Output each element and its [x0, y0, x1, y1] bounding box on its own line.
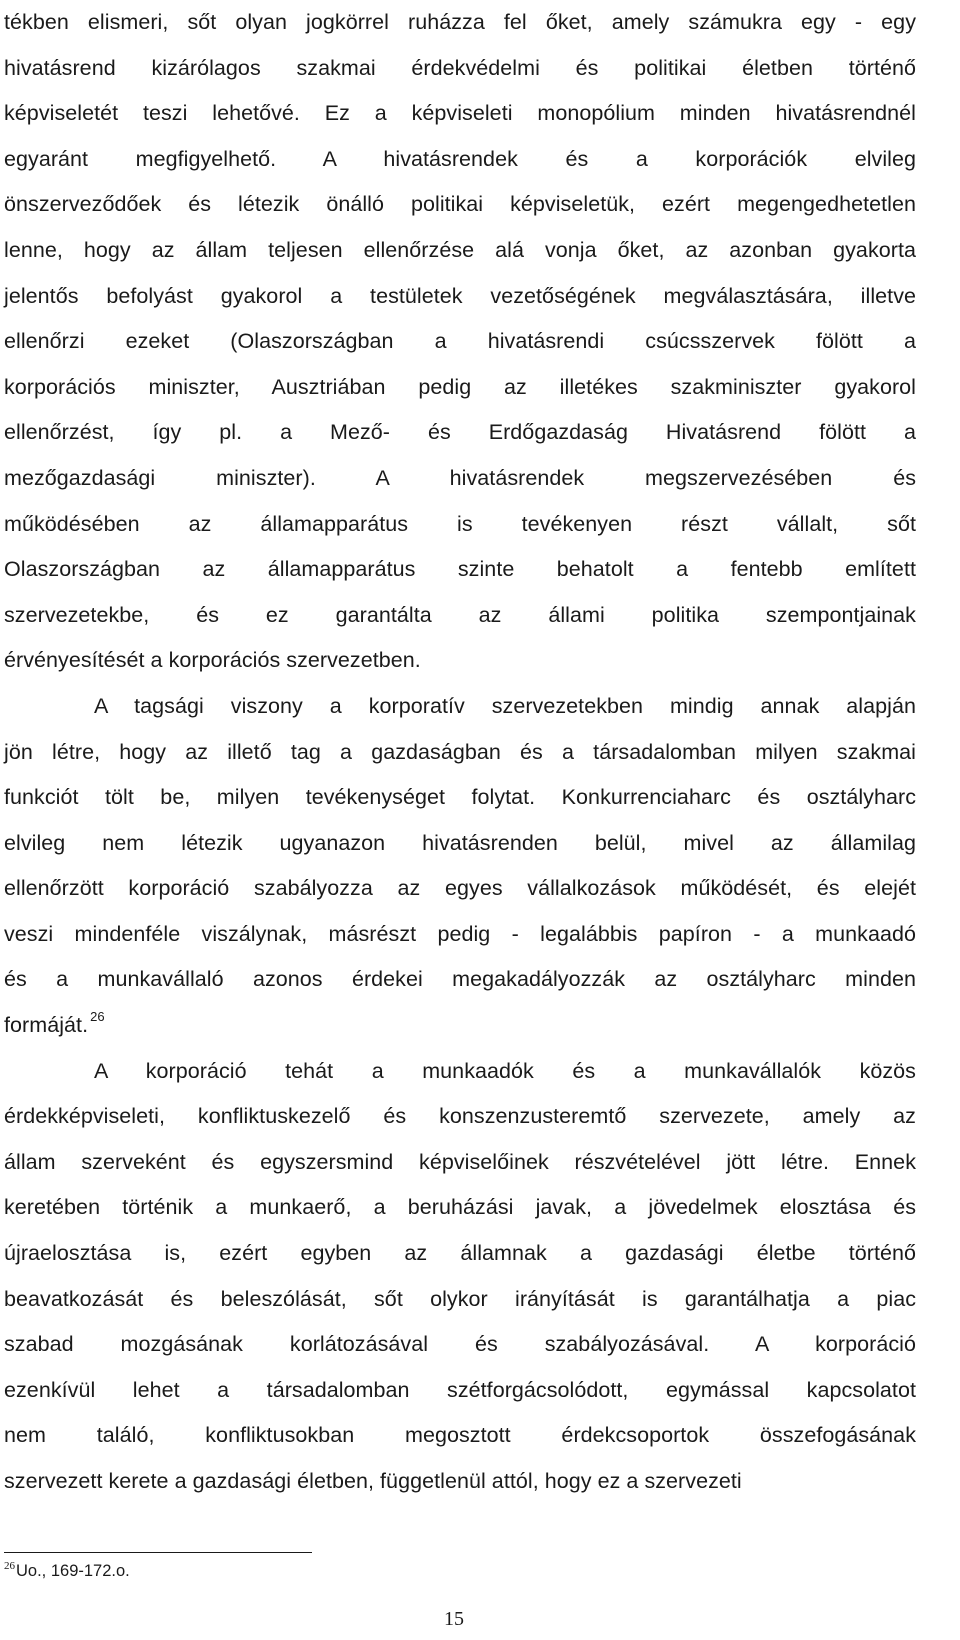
text-line: állam szerveként és egyszersmind képviselőinek részvételével jött létre. Ennek [4, 1149, 916, 1174]
footnote-reference[interactable]: 26 [90, 1009, 105, 1025]
text-line: A korporáció tehát a munkaadók és a munkavállalók közös [94, 1058, 916, 1083]
text-line: egyaránt megfigyelhető. A hivatásrendek és a korporációk elvileg [4, 146, 916, 171]
text-line: korporációs miniszter, Ausztriában pedig az illetékes szakminiszter gyakorol [4, 374, 916, 399]
text-line: képviseletét teszi lehetővé. Ez a képviseleti monopólium minden hivatásrendnél [4, 101, 916, 126]
text-line: formáját. $^{26}$ [4, 1009, 105, 1038]
text-line: A tagsági viszony a korporatív szervezetekben mindig annak alapján [94, 693, 916, 718]
text-line: elvileg nem létezik ugyanazon hivatásrenden belül, mivel az államilag [4, 830, 916, 855]
text-line: jön létre, hogy az illető tag a gazdaságban és a társadalomban milyen szakmai [4, 739, 916, 764]
page-number: 15 [444, 1608, 464, 1630]
text-line: ezenkívül lehet a társadalomban szétforgácsolódott, egymással kapcsolatot [4, 1377, 916, 1402]
text-line: funkciót tölt be, milyen tevékenységet folytat. Konkurrenciaharc és osztályharc [4, 785, 916, 810]
text-line: keretében történik a munkaerő, a beruházási javak, a jövedelmek elosztása és [4, 1195, 916, 1220]
text-line: tékben elismeri, sőt olyan jogkörrel ruházza fel őket, amely számukra egy - egy [4, 10, 916, 34]
text-line: szervezett kerete a gazdasági életben, függetlenül attól, hogy ez a szervezeti [4, 1469, 742, 1493]
text-line: szervezetekbe, és ez garantálta az állami politika szempontjainak [4, 602, 916, 627]
text-line: veszi mindenféle viszálynak, másrészt pedig - legalábbis papíron - a munkaadó [4, 921, 916, 946]
text-line: érvényesítését a korporációs szervezetben. [4, 648, 421, 673]
footnote-separator [4, 1552, 312, 1553]
text-line: és a munkavállaló azonos érdekei megakadályozzák az osztályharc minden [4, 967, 916, 992]
text-line: szabad mozgásának korlátozásával és szabályozásával. A korporáció [4, 1332, 916, 1357]
text-line: Olaszországban az államapparátus szinte behatolt a fentebb említett [4, 557, 916, 582]
text-line: érdekképviseleti, konfliktuskezelő és konszenzusteremtő szervezete, amely az [4, 1104, 916, 1129]
body-text [4, 0, 916, 1505]
text-line: lenne, hogy az állam teljesen ellenőrzése alá vonja őket, az azonban gyakorta [4, 237, 916, 262]
text-line: működésében az államapparátus is tevékenyen részt vállalt, sőt [4, 511, 916, 536]
footnote [4, 1560, 130, 1582]
text-line: beavatkozását és beleszólását, sőt olykor irányítását is garantálhatja a piac [4, 1286, 916, 1311]
footnote-number: 26 [4, 1560, 15, 1572]
text-line: ellenőrzi ezeket (Olaszországban a hivatásrendi csúcsszervek fölött a [4, 329, 916, 354]
text-line: ellenőrzött korporáció szabályozza az egyes vállalkozások működését, és elejét [4, 876, 916, 901]
document-page [4, 0, 916, 1640]
text-line: nem találó, konfliktusokban megosztott érdekcsoportok összefogásának [4, 1423, 916, 1448]
text-line: újraelosztása is, ezért egyben az államnak a gazdasági életbe történő [4, 1241, 916, 1266]
text-line: jelentős befolyást gyakorol a testületek vezetőségének megválasztására, illetve [4, 283, 916, 308]
footnote-text: Uo., 169-172.o. [16, 1562, 130, 1580]
text-line: hivatásrend kizárólagos szakmai érdekvédelmi és politikai életben történő [4, 55, 916, 80]
text-line: önszerveződőek és létezik önálló politikai képviseletük, ezért megengedhetetlen [4, 192, 916, 217]
text-line: ellenőrzést, így pl. a Mező- és Erdőgazdaság Hivatásrend fölött a [4, 420, 916, 445]
text-line: mezőgazdasági miniszter). A hivatásrendek megszervezésében és [4, 465, 916, 490]
